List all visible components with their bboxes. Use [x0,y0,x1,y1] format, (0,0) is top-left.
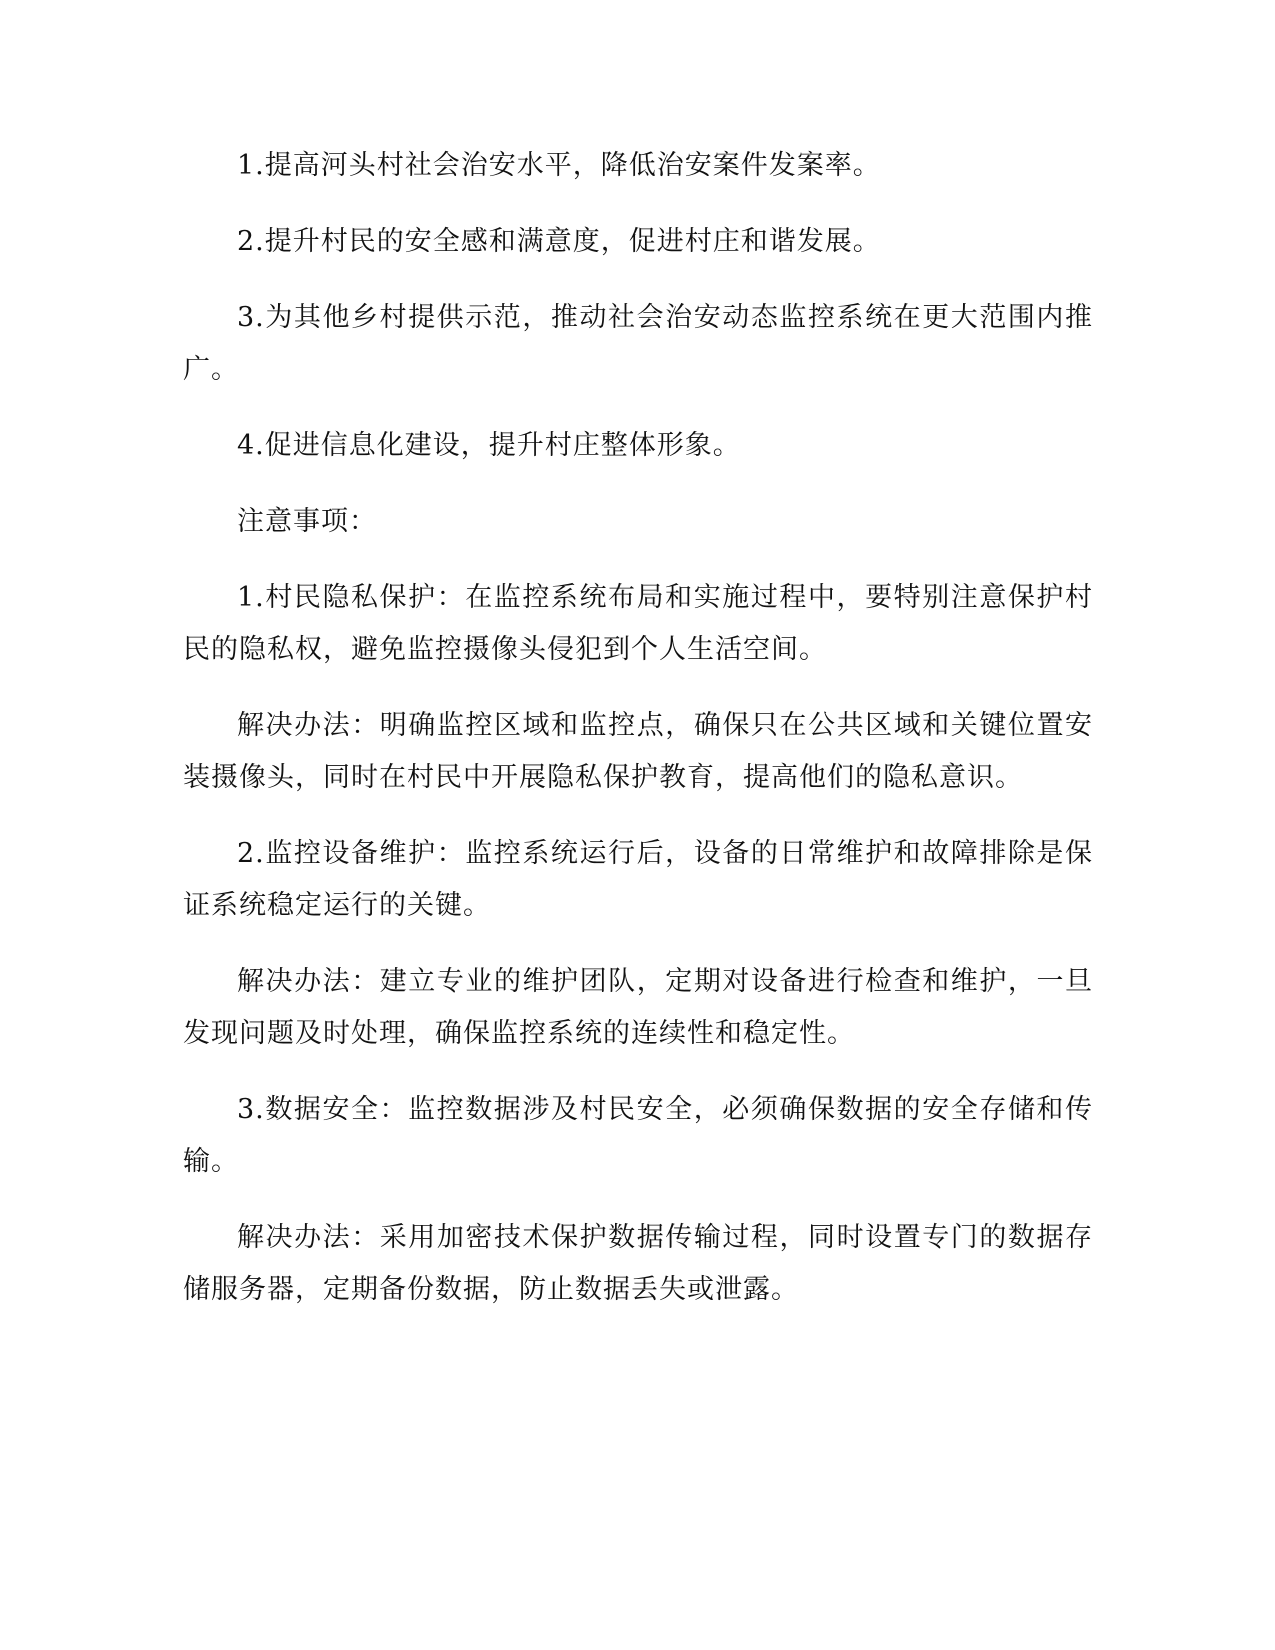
paragraph-note-maintenance: 2.监控设备维护：监控系统运行后，设备的日常维护和故障排除是保证系统稳定运行的关键。 [183,838,1093,921]
paragraph-goal-1: 1.提高河头村社会治安水平，降低治安案件发案率。 [237,150,881,181]
section-heading-notes: 注意事项： [237,506,377,537]
paragraph-goal-2: 2.提升村民的安全感和满意度，促进村庄和谐发展。 [237,226,881,257]
paragraph-solution-maintenance: 解决办法：建立专业的维护团队，定期对设备进行检查和维护，一旦发现问题及时处理，确保监控系统的连续性和稳定性。 [183,966,1093,1049]
paragraph-solution-data-security: 解决办法：采用加密技术保护数据传输过程，同时设置专门的数据存储服务器，定期备份数据，防止数据丢失或泄露。 [183,1222,1093,1305]
paragraph-goal-4: 4.促进信息化建设，提升村庄整体形象。 [237,430,741,461]
document-body [183,140,1093,1340]
paragraph-goal-3: 3.为其他乡村提供示范，推动社会治安动态监控系统在更大范围内推广。 [183,302,1093,385]
paragraph-solution-privacy: 解决办法：明确监控区域和监控点，确保只在公共区域和关键位置安装摄像头，同时在村民中开展隐私保护教育，提高他们的隐私意识。 [183,710,1093,793]
paragraph-note-data-security: 3.数据安全：监控数据涉及村民安全，必须确保数据的安全存储和传输。 [183,1094,1093,1177]
paragraph-note-privacy: 1.村民隐私保护：在监控系统布局和实施过程中，要特别注意保护村民的隐私权，避免监控摄像头侵犯到个人生活空间。 [183,582,1093,665]
